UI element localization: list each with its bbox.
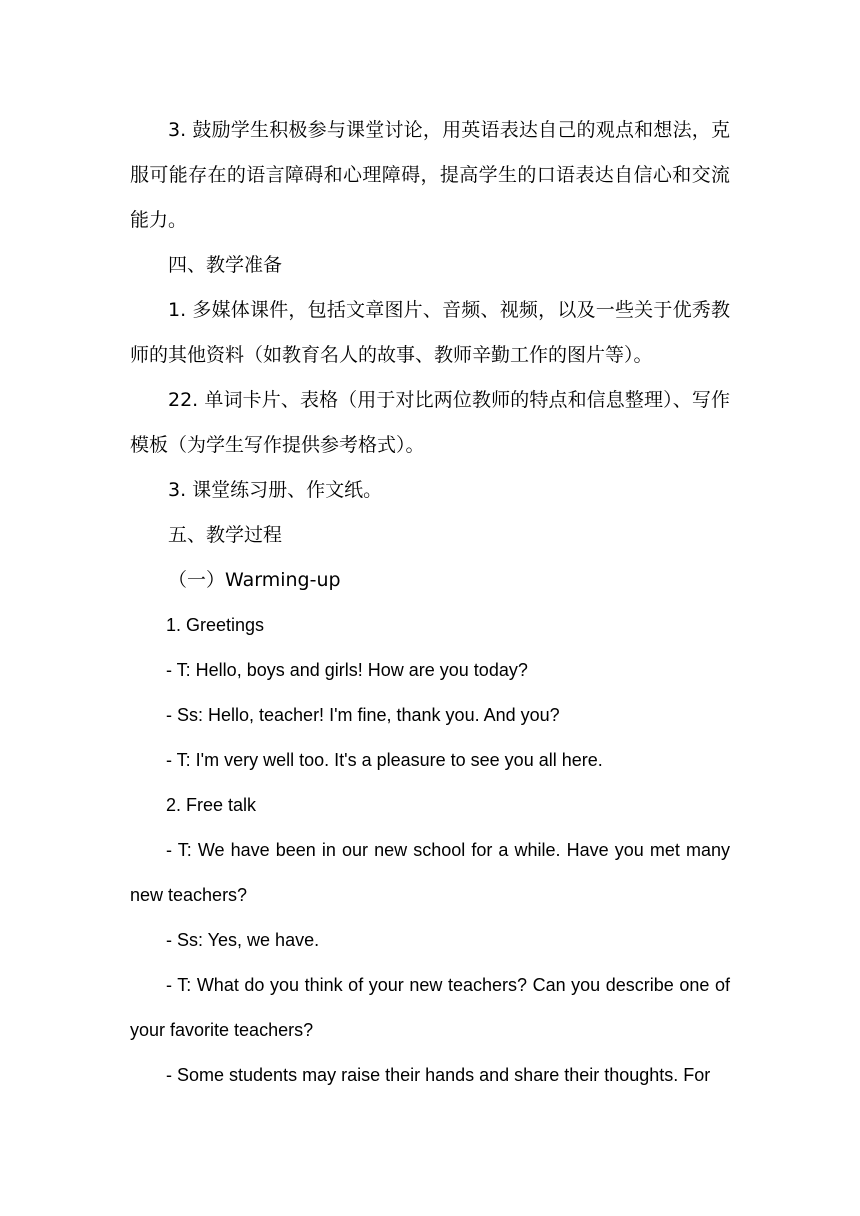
- dialogue-line: - T: We have been in our new school for a while. Have you met many new teachers?: [130, 840, 730, 905]
- item-greetings: 1. Greetings: [166, 615, 265, 635]
- dialogue-line: - Ss: Hello, teacher! I'm fine, thank you. And you?: [166, 705, 560, 725]
- paragraph-prep-1: 1. 多媒体课件，包括文章图片、音频、视频，以及一些关于优秀教师的其他资料（如教育名人的故事、教师辛勤工作的图片等）。: [130, 299, 730, 366]
- paragraph-prep-2: 22. 单词卡片、表格（用于对比两位教师的特点和信息整理）、写作模板（为学生写作提供参考格式）。: [130, 389, 730, 456]
- subheading-warming-up: （一）Warming-up: [168, 569, 341, 591]
- item-free-talk: 2. Free talk: [166, 795, 257, 815]
- dialogue-line: - T: I'm very well too. It's a pleasure to see you all here.: [166, 750, 603, 770]
- dialogue-line: - T: What do you think of your new teachers? Can you describe one of your favorite teachers?: [130, 975, 730, 1040]
- dialogue-line: - Some students may raise their hands and share their thoughts. For: [166, 1065, 711, 1085]
- dialogue-line: - T: Hello, boys and girls! How are you today?: [166, 660, 528, 680]
- paragraph-goal-3: 3. 鼓励学生积极参与课堂讨论，用英语表达自己的观点和想法，克服可能存在的语言障碍和心理障碍，提高学生的口语表达自信心和交流能力。: [130, 119, 730, 231]
- heading-teaching-process: 五、教学过程: [168, 524, 283, 546]
- dialogue-line: - Ss: Yes, we have.: [166, 930, 320, 950]
- paragraph-prep-3: 3. 课堂练习册、作文纸。: [168, 479, 383, 501]
- heading-teaching-preparation: 四、教学准备: [168, 254, 283, 276]
